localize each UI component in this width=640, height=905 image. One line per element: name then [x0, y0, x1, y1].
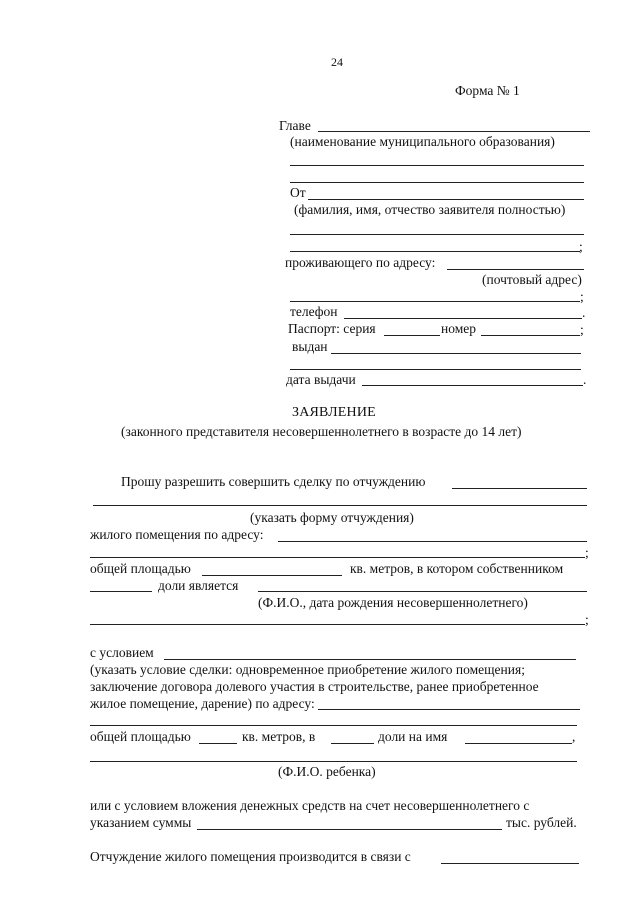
- form-label: Форма № 1: [455, 83, 520, 98]
- dwelling-address-line: [278, 541, 587, 542]
- area-line: [199, 743, 237, 744]
- condition-label: с условием: [90, 645, 154, 660]
- condition-hint-1: (указать условие сделки: одновременное приобретение жилого помещения;: [90, 662, 525, 677]
- child-hint: (Ф.И.О. ребенка): [278, 764, 376, 779]
- alienation-reason: Отчуждение жилого помещения производится в связи с: [90, 849, 411, 864]
- named-line: [465, 743, 572, 744]
- from-line-3: [290, 251, 580, 252]
- to-line: [318, 131, 590, 132]
- dwelling-address-line-2: [90, 557, 585, 558]
- child-name-line: [90, 761, 577, 762]
- condition-address-line-2: [90, 725, 577, 726]
- issue-date-line: [362, 385, 583, 386]
- issued-line: [331, 353, 581, 354]
- page-number: 24: [331, 55, 343, 69]
- from-line-2: [290, 234, 584, 235]
- passport-number-label: номер: [441, 321, 477, 336]
- residing-label: проживающего по адресу:: [285, 255, 436, 270]
- amount-line: [197, 829, 502, 830]
- total-area-line: [202, 575, 342, 576]
- sqm-in-label: кв. метров, в: [242, 729, 316, 744]
- share-is-label: доли является: [158, 578, 239, 593]
- phone-period: .: [582, 305, 586, 320]
- alienation-reason-line: [441, 863, 579, 864]
- share-line: [90, 591, 152, 592]
- dwelling-semicolon: ;: [585, 545, 589, 560]
- condition-line: [164, 659, 576, 660]
- request-line: Прошу разрешить совершить сделку по отчуждению: [121, 474, 426, 489]
- amount-label: указанием суммы: [90, 815, 192, 830]
- request-line-blank: [452, 488, 587, 489]
- document-subtitle: (законного представителя несовершеннолетнего в возрасте до 14 лет): [121, 424, 522, 439]
- phone-label: телефон: [290, 304, 338, 319]
- residing-line: [447, 269, 584, 270]
- passport-number-line: [481, 335, 580, 336]
- from-hint: (фамилия, имя, отчество заявителя полностью): [294, 202, 566, 217]
- total-area-label: общей площадью: [90, 561, 191, 576]
- minor-semicolon: ;: [585, 612, 589, 627]
- to-line-2: [290, 165, 584, 166]
- to-hint: (наименование муниципального образования): [290, 134, 555, 149]
- dwelling-address-label: жилого помещения по адресу:: [90, 527, 264, 542]
- from-semicolon: ;: [579, 239, 583, 254]
- condition-hint-3: жилое помещение, дарение) по адресу:: [90, 696, 315, 711]
- to-line-3: [290, 182, 584, 183]
- condition-address-line: [318, 709, 580, 710]
- condition-hint-2: заключение договора долевого участия в строительстве, ранее приобретенное: [90, 679, 539, 694]
- document-title: ЗАЯВЛЕНИЕ: [292, 405, 376, 420]
- thousand-rub-label: тыс. рублей.: [506, 815, 577, 830]
- address-line: [290, 301, 580, 302]
- alienation-form-hint: (указать форму отчуждения): [250, 510, 414, 525]
- to-label: Главе: [279, 118, 311, 133]
- request-line-2: [93, 505, 587, 506]
- passport-series-line: [384, 335, 440, 336]
- sqm-owner-label: кв. метров, в котором собственником: [350, 561, 564, 576]
- issue-date-label: дата выдачи: [286, 372, 356, 387]
- passport-semicolon: ;: [580, 322, 584, 337]
- from-line: [308, 199, 584, 200]
- phone-line: [344, 318, 582, 319]
- minor-line-2: [90, 624, 585, 625]
- from-label: От: [290, 185, 306, 200]
- issue-date-period: .: [583, 372, 587, 387]
- issued-label: выдан: [292, 339, 328, 354]
- share-count-line: [331, 743, 374, 744]
- address-semicolon: ;: [580, 289, 584, 304]
- passport-series-label: Паспорт: серия: [288, 321, 376, 336]
- owner-line: [258, 591, 587, 592]
- issued-line-2: [290, 369, 581, 370]
- deposit-line: или с условием вложения денежных средств на счет несовершеннолетнего с: [90, 798, 530, 813]
- shares-named-label: доли на имя: [378, 729, 448, 744]
- postal-hint: (почтовый адрес): [482, 272, 582, 287]
- area-comma: ,: [572, 729, 576, 744]
- area-label: общей площадью: [90, 729, 191, 744]
- minor-hint: (Ф.И.О., дата рождения несовершеннолетнего): [258, 595, 528, 610]
